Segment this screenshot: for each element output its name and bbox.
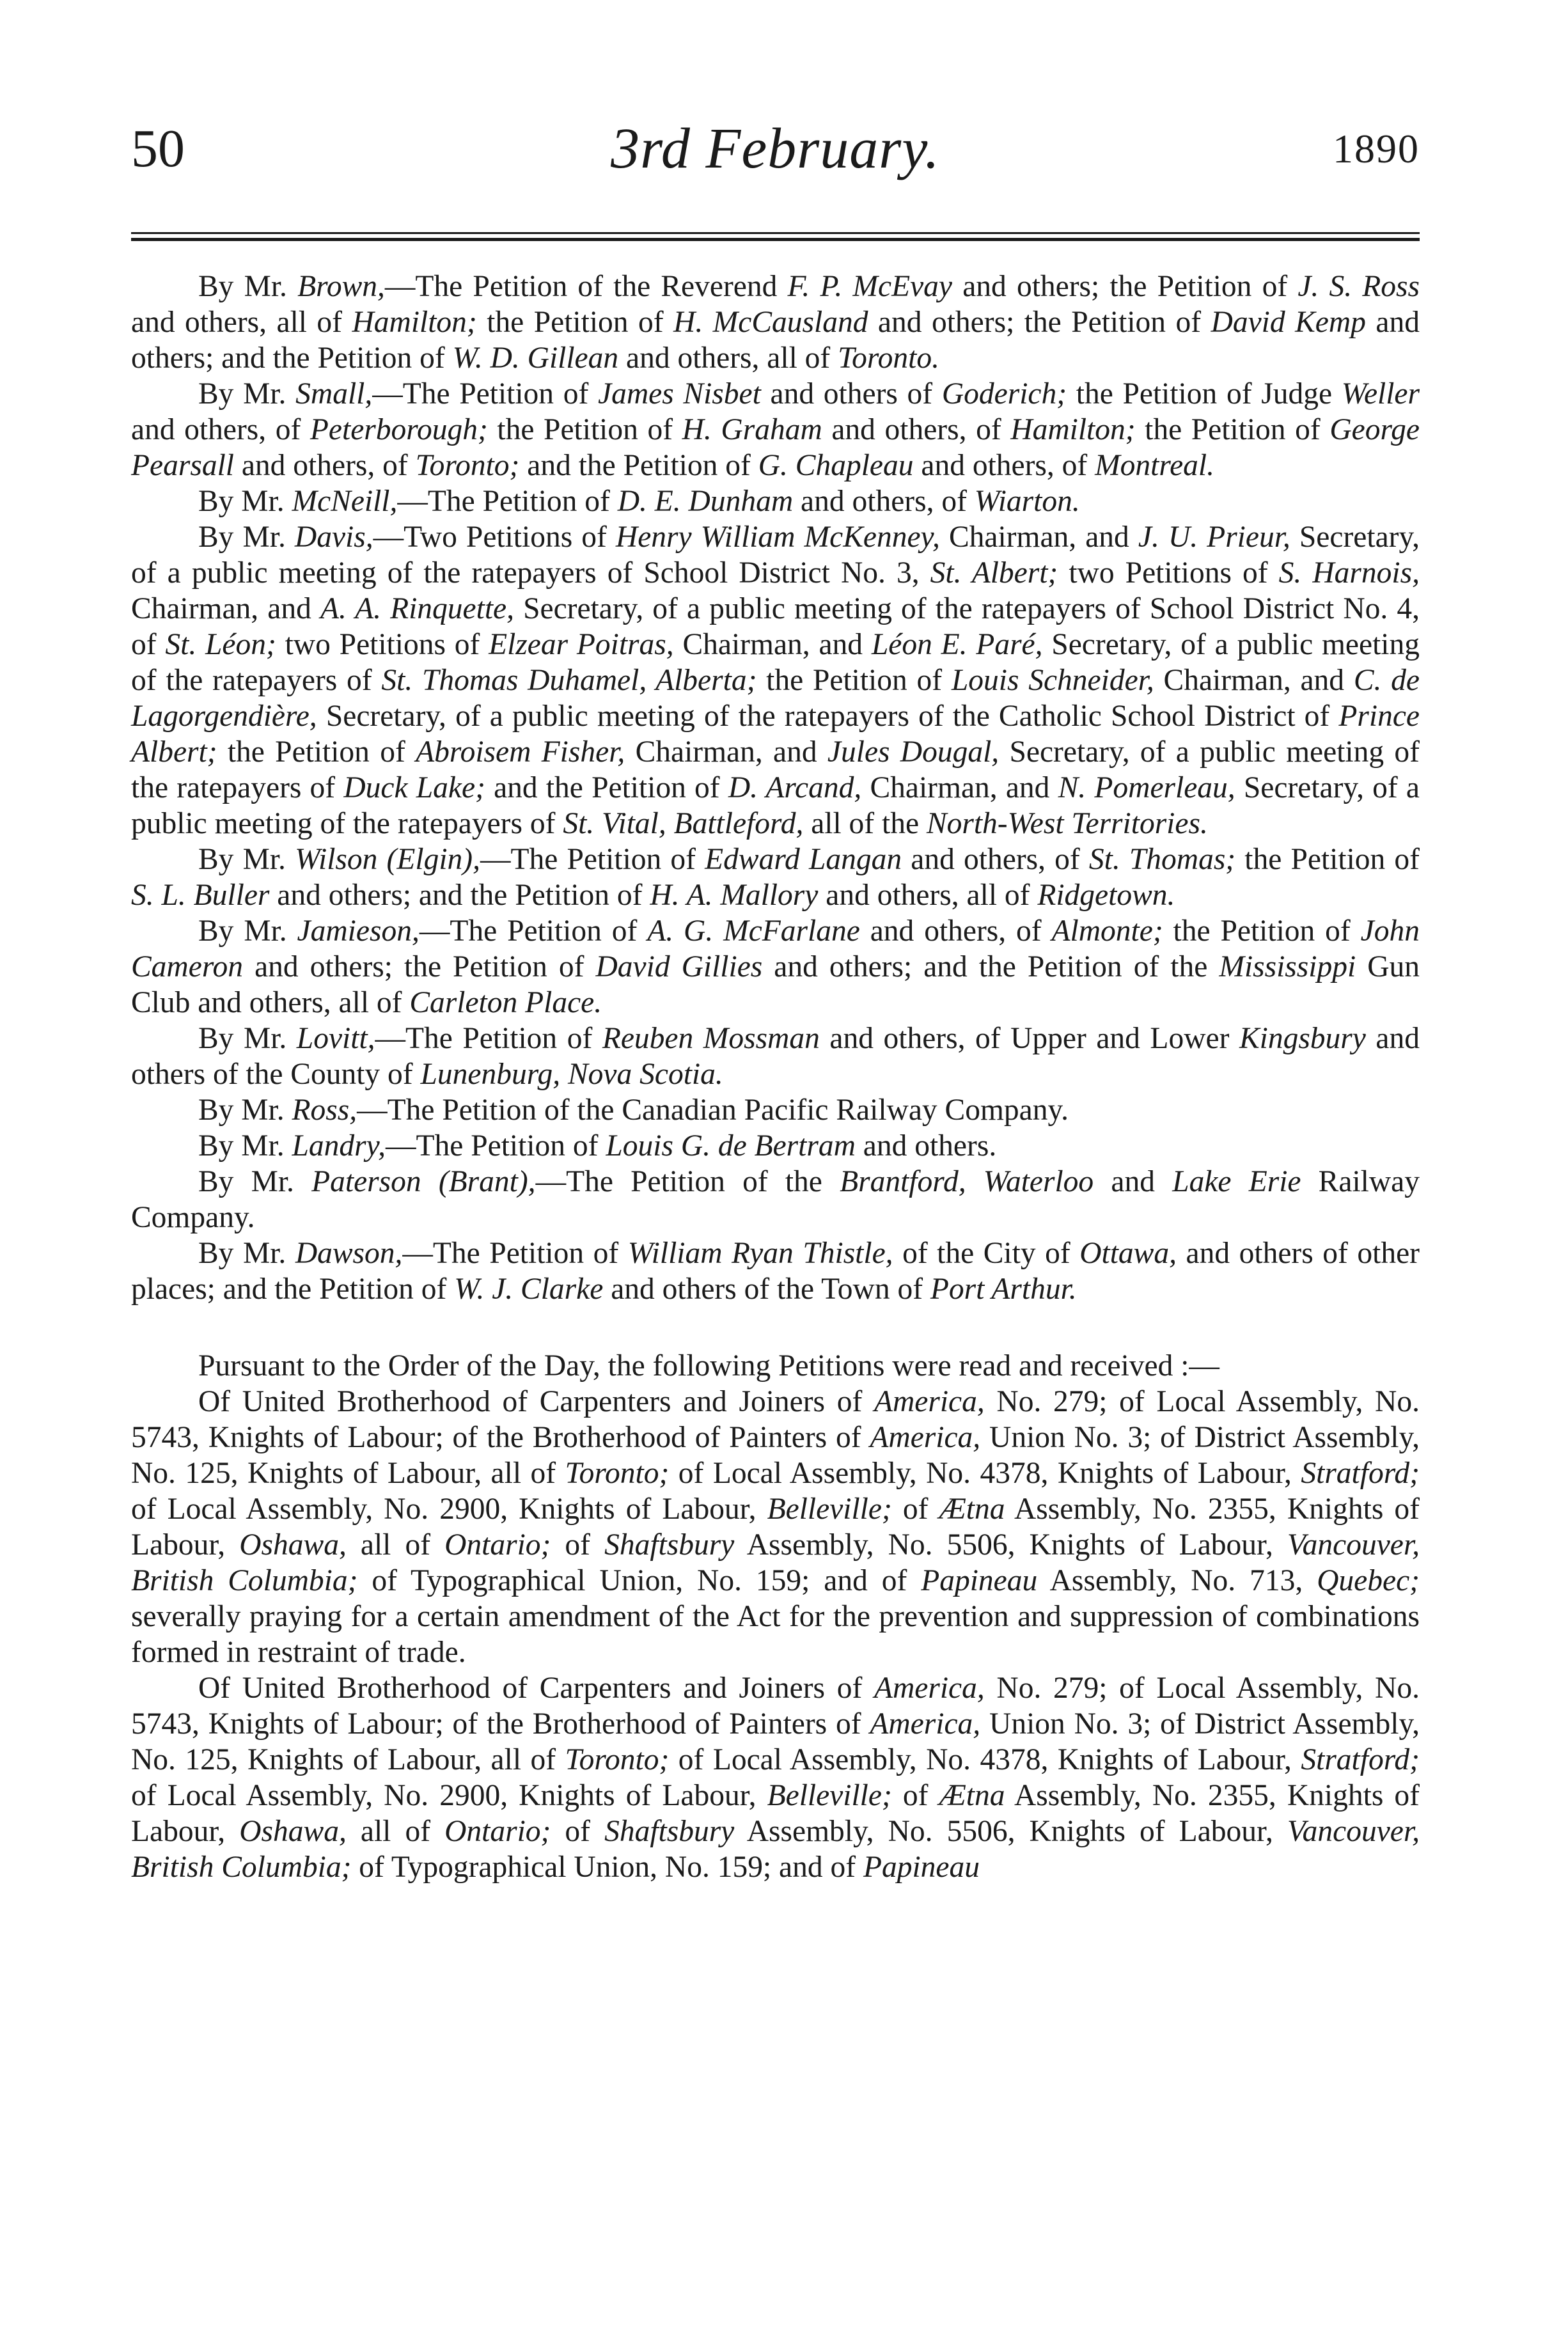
italic-text: W. J. Clarke [454,1273,604,1306]
text-run: No. 279; of Local Assembly, No. 5743, Knights of Labour; of the Brotherhood of Painters of [131,1385,1420,1454]
italic-text: Carleton Place. [409,986,602,1019]
text-run: the Petition of [217,735,416,769]
italic-text: Ottawa, [1079,1237,1177,1270]
italic-text: Oshawa, [239,1815,347,1848]
text-run: —The Petition of [386,1129,606,1163]
italic-text: A. G. McFarlane [647,914,860,948]
italic-text: Landry, [292,1129,386,1163]
text-run: and others, all of [131,306,352,339]
paragraph-landry [131,1128,1420,1164]
text-run: of Local Assembly, No. 4378, Knights of Labour, [669,1457,1301,1490]
text-run: and [1094,1165,1173,1198]
text-run: and others, of [233,449,416,482]
text-run: Chairman, and [1154,664,1354,697]
italic-text: Belleville; [767,1779,892,1812]
text-run: and others, all of [818,879,1038,912]
text-run: all of [346,1528,445,1562]
text-run: of [891,1492,939,1526]
text-run: and others of [760,377,942,411]
italic-text: David Gillies [595,950,763,983]
italic-text: Ætna [939,1492,1005,1526]
italic-text: St. Léon; [165,628,276,661]
italic-text: Stratford; [1301,1743,1420,1776]
italic-text: Louis G. de Bertram [606,1129,856,1163]
text-run: By Mr. [198,1093,292,1127]
text-run: Union No. 3; of District Assembly, No. 125, Knights of Labour, all of [131,1421,1420,1490]
italic-text: G. Chapleau [758,449,914,482]
text-run: Gun Club and others, all of [131,950,1420,1019]
text-run: of [551,1815,605,1848]
text-run: and others, of [902,843,1089,876]
text-run: Chairman, and [939,521,1138,554]
text-run: —The Petition of [480,843,705,876]
header-year: 1890 [1333,126,1420,171]
italic-text: George Pearsall [131,413,1420,482]
paragraph-wilson [131,842,1420,913]
text-run: —The Petition of the [535,1165,840,1198]
text-run: By Mr. [198,270,298,303]
text-run: of Typographical Union, No. 159; and of [351,1851,863,1884]
italic-text: Toronto. [838,341,939,375]
text-run: and others of other places; and the Petition of [131,1237,1420,1306]
text-run: Secretary, of a public meeting of the ratepayers of [131,771,1420,840]
text-run: all of the [803,807,927,840]
italic-text: D. Arcand, [728,771,862,804]
page-number: 50 [131,119,185,178]
italic-text: Lovitt, [296,1022,375,1055]
page-header [131,107,1420,191]
italic-text: N. Pomerleau, [1058,771,1235,804]
text-run: and others; and the Petition of [131,306,1420,375]
header-rule-thin [131,232,1420,234]
italic-text: America, [874,1672,985,1705]
text-run: the Petition of [476,306,674,339]
text-run: Of United Brotherhood of Carpenters and Joiners of [198,1385,874,1418]
paragraph-davis [131,519,1420,842]
italic-text: Papineau [863,1851,980,1884]
text-run: all of [346,1815,445,1848]
italic-text: St. Vital, Battleford, [563,807,804,840]
italic-text: Abroisem Fisher, [416,735,625,769]
text-run: the Petition of Judge [1067,377,1342,411]
italic-text: Toronto; [565,1457,670,1490]
italic-text: Port Arthur. [930,1273,1077,1306]
italic-text: William Ryan Thistle, [627,1237,893,1270]
text-run: of Typographical Union, No. 159; and of [357,1564,921,1597]
italic-text: Ross, [292,1093,357,1127]
text-run: and others, of [793,485,975,518]
italic-text: J. S. Ross [1298,270,1420,303]
paragraph-dawson [131,1235,1420,1307]
text-run: Chairman, and [625,735,827,769]
italic-text: Jules Dougal, [827,735,1000,769]
text-run: By Mr. [198,843,295,876]
italic-text: St. Thomas Duhamel, Alberta; [381,664,757,697]
text-run: and the Petition of [519,449,758,482]
paragraph-ross [131,1092,1420,1128]
text-run: and others. [855,1129,997,1163]
italic-text: Shaftsbury [604,1528,735,1562]
paragraph-jamieson [131,913,1420,1021]
text-run: Chairman, and [131,592,320,625]
text-run: the Petition of [757,664,952,697]
text-run: —The Petition of [419,914,648,948]
text-run: Chairman, and [673,628,872,661]
text-run: Assembly, No. 2355, Knights of Labour, [131,1492,1420,1562]
italic-text: S. Harnois, [1278,556,1420,590]
journal-text [131,269,1420,1885]
text-run: Assembly, No. 2355, Knights of Labour, [131,1779,1420,1848]
italic-text: H. McCausland [673,306,868,339]
text-run: severally praying for a certain amendment of the Act for the prevention and suppression of combinations formed in restraint of trade. [131,1600,1420,1669]
text-run: of [551,1528,605,1562]
text-run: Assembly, No. 5506, Knights of Labour, [734,1815,1287,1848]
text-run: two Petitions of [276,628,489,661]
text-run: and others, all of [618,341,838,375]
paragraph-order-of-day [131,1348,1420,1384]
text-run: and others; the Petition of [868,306,1211,339]
italic-text: Prince Albert; [131,700,1420,769]
italic-text: Wilson (Elgin), [295,843,480,876]
italic-text: S. L. Buller [131,879,270,912]
italic-text: Jamieson, [297,914,419,948]
italic-text: D. E. Dunham [617,485,794,518]
italic-text: Brown, [297,270,385,303]
italic-text: Hamilton; [352,306,477,339]
italic-text: Davis, [294,521,373,554]
italic-text: America, [870,1707,981,1741]
text-run: By Mr. [198,914,297,948]
paragraph-mcneill [131,483,1420,519]
italic-text: Papineau [921,1564,1038,1597]
text-run: Union No. 3; of District Assembly, No. 125, Knights of Labour, all of [131,1707,1420,1776]
italic-text: Louis Schneider, [951,664,1154,697]
text-run: and others, of [131,413,310,446]
italic-text: Ontario; [444,1528,551,1562]
text-run: of the City of [893,1237,1080,1270]
italic-text: W. D. Gillean [452,341,619,375]
italic-text: Hamilton; [1010,413,1136,446]
text-run: —The Petition of [375,1022,602,1055]
italic-text: Wiarton. [974,485,1080,518]
italic-text: Léon E. Paré, [871,628,1043,661]
italic-text: Edward Langan [705,843,902,876]
italic-text: Kingsbury [1239,1022,1366,1055]
italic-text: Almonte; [1051,914,1163,948]
italic-text: Ridgetown. [1037,879,1175,912]
italic-text: Lunenburg, Nova Scotia. [420,1058,723,1091]
italic-text: Oshawa, [239,1528,347,1562]
italic-text: Vancouver, British Columbia; [131,1528,1420,1597]
text-run: No. 279; of Local Assembly, No. 5743, Knights of Labour; of the Brotherhood of Painters of [131,1672,1420,1741]
text-run: —Two Petitions of [373,521,616,554]
italic-text: Reuben Mossman [602,1022,820,1055]
italic-text: Weller [1341,377,1420,411]
italic-text: St. Albert; [930,556,1058,590]
text-run: and others; and the Petition of [269,879,650,912]
text-run: Secretary, of a public meeting of the ratepayers of School District No. 4, of [131,592,1420,661]
text-run: two Petitions of [1058,556,1279,590]
text-run: of Local Assembly, No. 2900, Knights of Labour, [131,1779,767,1812]
italic-text: North-West Territories. [926,807,1208,840]
text-run: and others; the Petition of [243,950,596,983]
text-run: —The Petition of [372,377,599,411]
italic-text: Stratford; [1301,1457,1420,1490]
italic-text: Vancouver, British Columbia; [131,1815,1420,1884]
italic-text: Ontario; [444,1815,551,1848]
italic-text: Goderich; [941,377,1067,411]
text-run: Assembly, No. 713, [1037,1564,1317,1597]
text-run: —The Petition of the Canadian Pacific Railway Company. [357,1093,1069,1127]
italic-text: Shaftsbury [604,1815,735,1848]
italic-text: A. A. Rinquette, [320,592,514,625]
text-run: the Petition of [1235,843,1420,876]
paragraph-small [131,376,1420,483]
italic-text: McNeill, [292,485,398,518]
italic-text: St. Thomas; [1088,843,1236,876]
text-run: Pursuant to the Order of the Day, the following Petitions were read and received :— [198,1349,1219,1382]
text-run: and others of the County of [131,1022,1420,1091]
paragraph-lovitt [131,1021,1420,1092]
paragraph-brown [131,269,1420,376]
italic-text: James Nisbet [598,377,761,411]
text-run: the Petition of [1163,914,1361,948]
italic-text: Belleville; [767,1492,892,1526]
text-run: By Mr. [198,521,295,554]
text-run: of Local Assembly, No. 2900, Knights of Labour, [131,1492,767,1526]
italic-text: H. Graham [682,413,822,446]
text-run: Secretary, of a public meeting of the ratepayers of the Catholic School District of [317,700,1339,733]
italic-text: Toronto; [415,449,520,482]
text-run: and others; and the Petition of the [762,950,1219,983]
text-run: and others, of [859,914,1052,948]
text-run: Secretary, of a public meeting of the ratepayers of [131,628,1420,697]
italic-text: America, [870,1421,981,1454]
text-run: of [891,1779,939,1812]
italic-text: Duck Lake; [343,771,485,804]
text-run: By Mr. [198,1237,295,1270]
running-title: 3rd February. [611,117,940,180]
text-run: and others of the Town of [603,1273,930,1306]
paragraph-petitions-1 [131,1384,1420,1670]
text-run: and others; the Petition of [952,270,1298,303]
text-run: By Mr. [198,377,296,411]
italic-text: Quebec; [1317,1564,1420,1597]
italic-text: Peterborough; [310,413,488,446]
italic-text: Brantford, Waterloo [840,1165,1094,1198]
italic-text: J. U. Prieur, [1138,521,1290,554]
italic-text: David Kemp [1211,306,1366,339]
italic-text: America, [874,1385,985,1418]
text-run: Secretary, of a public meeting of the ratepayers of [131,735,1420,804]
italic-text: F. P. McEvay [787,270,953,303]
text-run: Assembly, No. 5506, Knights of Labour, [734,1528,1287,1562]
italic-text: Elzear Poitras, [489,628,674,661]
text-run: By Mr. [198,1129,292,1163]
text-run: and others, of [822,413,1011,446]
italic-text: H. A. Mallory [650,879,819,912]
paragraph-petitions-2 [131,1670,1420,1885]
italic-text: Ætna [939,1779,1005,1812]
text-run: —The Petition of [397,485,618,518]
italic-text: Henry William McKenney, [615,521,940,554]
italic-text: Paterson (Brant), [311,1165,536,1198]
text-run: and others, of Upper and Lower [819,1022,1239,1055]
header-rule-thick [131,238,1420,241]
text-run: the Petition of [1135,413,1330,446]
italic-text: Lake Erie [1172,1165,1301,1198]
text-run: —The Petition of the Reverend [384,270,788,303]
text-run: and others, of [913,449,1095,482]
italic-text: Toronto; [565,1743,670,1776]
text-run: Chairman, and [861,771,1058,804]
text-run: of Local Assembly, No. 4378, Knights of Labour, [669,1743,1301,1776]
paragraph-paterson [131,1164,1420,1235]
italic-text: Mississippi [1219,950,1356,983]
italic-text: Montreal. [1095,449,1214,482]
italic-text: John Cameron [131,914,1420,983]
text-run: By Mr. [198,1022,297,1055]
text-run: Railway Company. [131,1165,1420,1234]
text-run: and the Petition of [485,771,728,804]
text-run: Of United Brotherhood of Carpenters and Joiners of [198,1672,874,1705]
italic-text: Small, [295,377,373,411]
text-run: Secretary, of a public meeting of the ratepayers of School District No. 3, [131,521,1420,590]
text-run: By Mr. [198,485,292,518]
text-run: the Petition of [487,413,682,446]
italic-text: Dawson, [295,1237,403,1270]
italic-text: C. de Lagorgendière, [131,664,1420,733]
text-run: —The Petition of [402,1237,628,1270]
text-run: By Mr. [198,1165,312,1198]
